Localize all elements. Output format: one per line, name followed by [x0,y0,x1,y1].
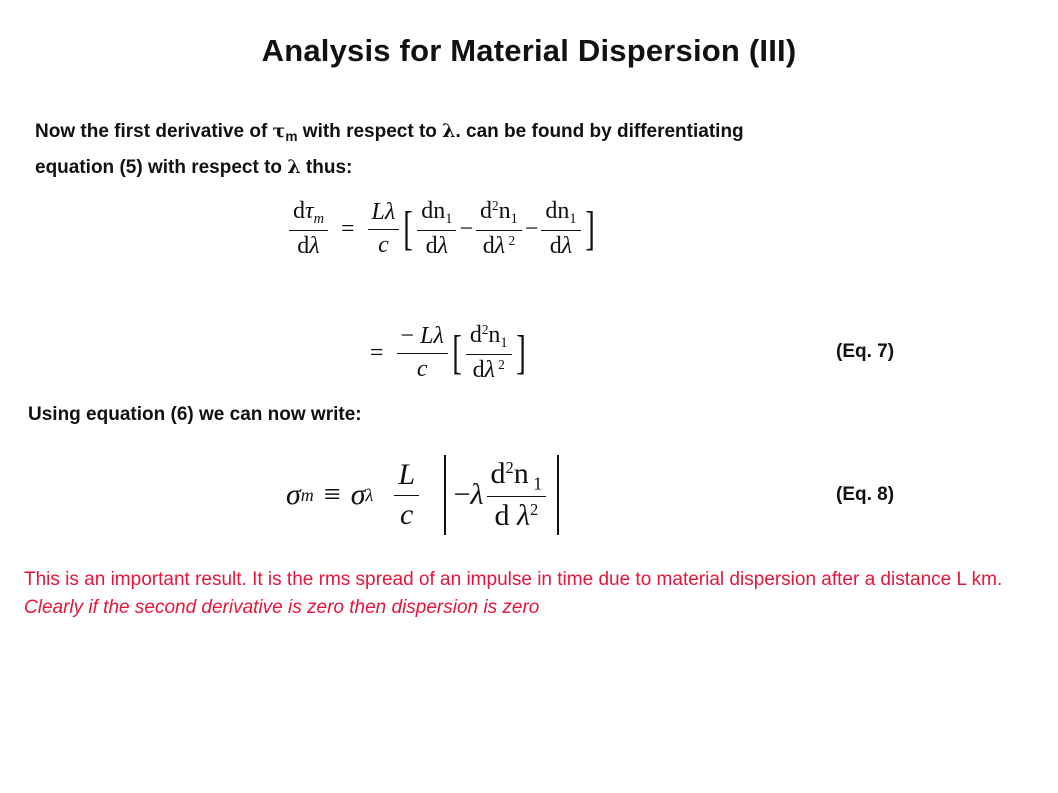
intro-text-1: Now the first derivative of [35,121,273,142]
equation-8: σ m ≡ σ λ $\frac{L}{c}$ −λ $\frac{d^2n _1}{d \lambda^2}$ [286,455,567,535]
intro-text-4: equation (5) with respect to [35,157,288,179]
tau-symbol: τ [272,120,286,142]
intro-paragraph [35,116,1035,183]
note-italic-text: Clearly if the second derivative is zero then dispersion is zero [24,597,540,618]
equation-8-label: (Eq. 8) [836,484,895,505]
tau-subscript: m [285,129,298,145]
equation-first-derivative: $\frac{d\tau_m}{d\lambda}$ = $\frac{L\lambda}{c}$ [ $\frac{dn_1}{d\lambda}$ − $\frac{d^2n_1}{d\lambda ^2}$ − $\frac{dn_1}{d\lambda}$ ] [286,198,596,260]
important-result-note [24,566,1024,622]
intro-text-2: with respect to [297,121,443,142]
lambda-symbol: λ [442,120,456,142]
note-text: This is an important result. It is the rms spread of an impulse in time due to material dispersion after a distance L km. [24,569,1003,590]
intro-text-3: . can be found by differentiating [455,121,744,142]
lambda-symbol-2: λ [287,156,301,179]
slide-title: Analysis for Material Dispersion (III) [261,33,797,68]
using-equation-text: Using equation (6) we can now write: [28,404,362,425]
equation-7-label: (Eq. 7) [836,341,895,362]
equation-7: = $\frac{- L\lambda}{c}$ [ $\frac{d^2n_1}{d\lambda ^2}$ ] [370,322,526,383]
intro-text-5: thus: [300,157,353,179]
